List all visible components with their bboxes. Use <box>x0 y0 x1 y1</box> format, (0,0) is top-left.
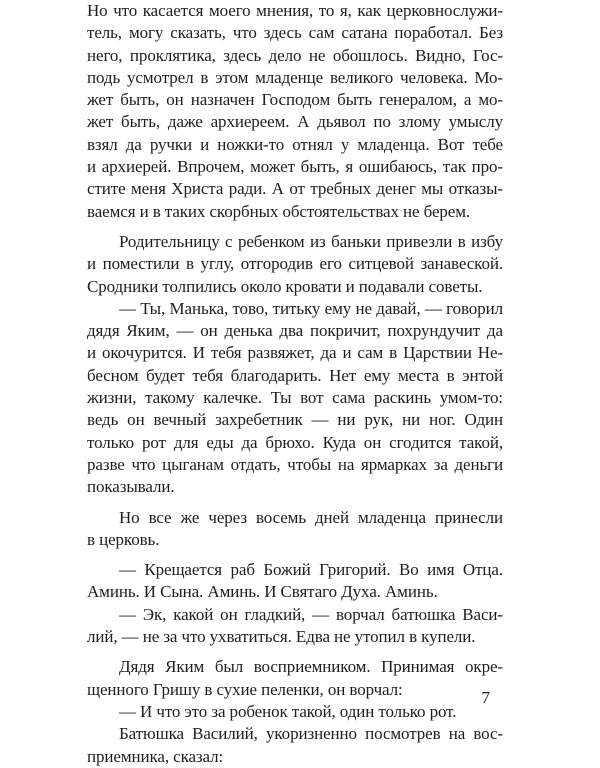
text-line: стите меня Христа ради. А от требных денег мы отказы- <box>87 179 503 199</box>
text-line: жет быть, он назначен Господом быть генералом, а мо- <box>87 90 503 110</box>
text-line: тель, могу сказать, что здесь сам сатана поработал. Без <box>87 23 503 43</box>
text-line: Но все же через восемь дней младенца принесли <box>119 507 503 527</box>
text-line: — Крещается раб Божий Григорий. Во имя Отца. <box>119 560 503 580</box>
text-line: Дядя Яким был восприемником. Принимая окре- <box>119 657 503 677</box>
text-line: подь усмотрел в этом младенце великого человека. Мо- <box>87 67 503 87</box>
text-line: жет быть, даже архиереем. А дьявол по злому умыслу <box>87 112 503 132</box>
text-line: Но что касается моего мнения, то я, как церковнослужи- <box>87 1 503 20</box>
page-number: 7 <box>481 688 490 707</box>
text-line: Сродники толпились около кровати и подавали советы. <box>87 276 483 296</box>
text-line: ведь он вечный захребетник — ни рук, ни ног. Один <box>87 410 503 430</box>
text-line: показывали. <box>87 477 175 497</box>
text-line: и архиерей. Впрочем, может быть, я ошибаюсь, так про- <box>87 157 503 177</box>
text-line: — Ты, Манька, тово, титьку ему не давай, — говорил <box>119 298 503 318</box>
text-line: лий, — не за что ухватиться. Едва не утопил в купели. <box>87 627 476 647</box>
text-line: Аминь. И Сына. Аминь. И Святаго Духа. Аминь. <box>87 582 438 602</box>
text-line: жизни, такому калечке. Ты вот сама раскинь умом-то: <box>87 388 503 408</box>
text-line: — Эк, какой он гладкий, — ворчал батюшка Васи- <box>119 604 503 624</box>
text-line: разве что цыганам отдать, чтобы на ярмарках за деньги <box>87 454 503 474</box>
text-line: — И что это за робенок такой, один только рот. <box>119 701 457 721</box>
text-line: щенного Гришу в сухие пеленки, он ворчал: <box>87 679 403 699</box>
text-line: в церковь. <box>87 529 160 549</box>
text-line: только рот для еды да брюхо. Куда он сгодится такой, <box>87 432 503 452</box>
text-line: взял да ручки и ножки-то отнял у младенца. Вот тебе <box>87 134 503 154</box>
text-line: Батюшка Василий, укоризненно посмотрев на вос- <box>119 724 503 744</box>
text-line: приемника, сказал: <box>87 746 224 766</box>
text-line: него, проклятика, здесь дело не обошлось. Видно, Гос- <box>87 45 503 65</box>
text-line: дядя Яким, — он денька два покричит, похрундучит да <box>87 321 503 341</box>
text-line: и поместили в углу, отгородив его ситцевой занавеской. <box>87 254 503 274</box>
text-line: ваемся и в таких скорбных обстоятельствах не берем. <box>87 201 471 221</box>
text-line: Родительницу с ребенком из баньки привезли в избу <box>119 231 503 251</box>
text-line: бесном будет тебя благодарить. Нет ему места в энтой <box>87 365 503 385</box>
text-block <box>87 0 503 768</box>
text-line: и окочурится. И тебя развяжет, да и сам в Царствии Не- <box>87 343 503 363</box>
